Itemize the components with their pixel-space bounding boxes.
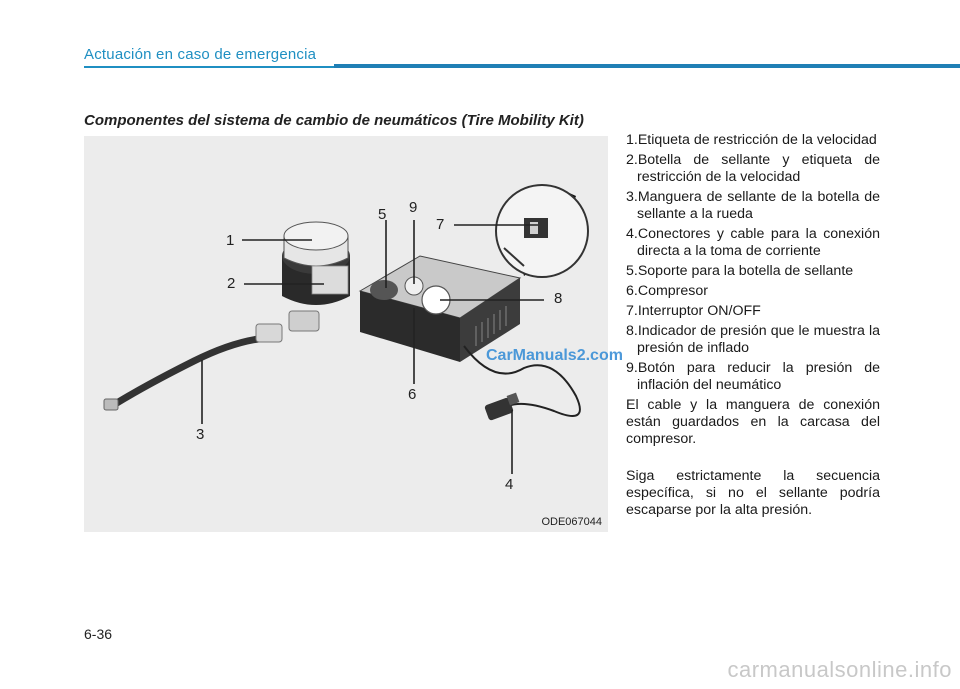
- site-watermark: carmanualsonline.info: [727, 657, 952, 682]
- sealant-hose: [104, 311, 319, 410]
- component-item-1: 1.Etiqueta de restricción de la velocidad: [626, 132, 877, 148]
- callout-2: 2: [227, 275, 236, 292]
- figure-watermark: CarManuals2.com: [486, 347, 623, 364]
- callout-4: 4: [505, 476, 514, 493]
- section-header: Actuación en caso de emergencia: [84, 46, 317, 63]
- callout-3: 3: [196, 426, 205, 443]
- note-cable-storage: El cable y la manguera de conexión están guardados en la carcasa del compresor.: [626, 397, 880, 447]
- page-number: 6-36: [84, 626, 113, 642]
- component-item-7: 7.Interruptor ON/OFF: [626, 303, 761, 319]
- note-sequence-warning: Siga estrictamente la secuencia específica, si no el sellante podría escaparse por la alta presión.: [626, 468, 880, 518]
- callout-5: 5: [378, 206, 387, 223]
- figure-caption: Componentes del sistema de cambio de neumáticos (Tire Mobility Kit): [84, 112, 584, 129]
- callout-1: 1: [226, 232, 235, 249]
- callout-9: 9: [409, 199, 418, 216]
- component-item-2: 2.Botella de sellante y etiqueta de restricción de la velocidad: [626, 152, 880, 185]
- callout-6: 6: [408, 386, 417, 403]
- component-item-8: 8.Indicador de presión que le muestra la presión de inflado: [626, 323, 880, 356]
- paragraph-gap: [626, 451, 880, 468]
- component-item-6: 6.Compresor: [626, 283, 709, 299]
- component-item-5: 5.Soporte para la botella de sellante: [626, 263, 854, 279]
- callout-8: 8: [554, 290, 563, 307]
- figure: [84, 136, 608, 532]
- component-item-4: 4.Conectores y cable para la conexión directa a la toma de corriente: [626, 226, 880, 259]
- header-rule-accent: [334, 64, 960, 68]
- callout-7: 7: [436, 216, 445, 233]
- switch-inset: [496, 185, 588, 277]
- component-item-3: 3.Manguera de sellante de la botella de sellante a la rueda: [626, 189, 880, 222]
- component-item-9: 9.Botón para reducir la presión de inflación del neumático: [626, 360, 880, 393]
- tire-mobility-kit-illustration: [84, 136, 608, 532]
- component-list: [626, 132, 880, 522]
- sealant-bottle: [282, 222, 350, 305]
- figure-code: ODE067044: [541, 516, 602, 528]
